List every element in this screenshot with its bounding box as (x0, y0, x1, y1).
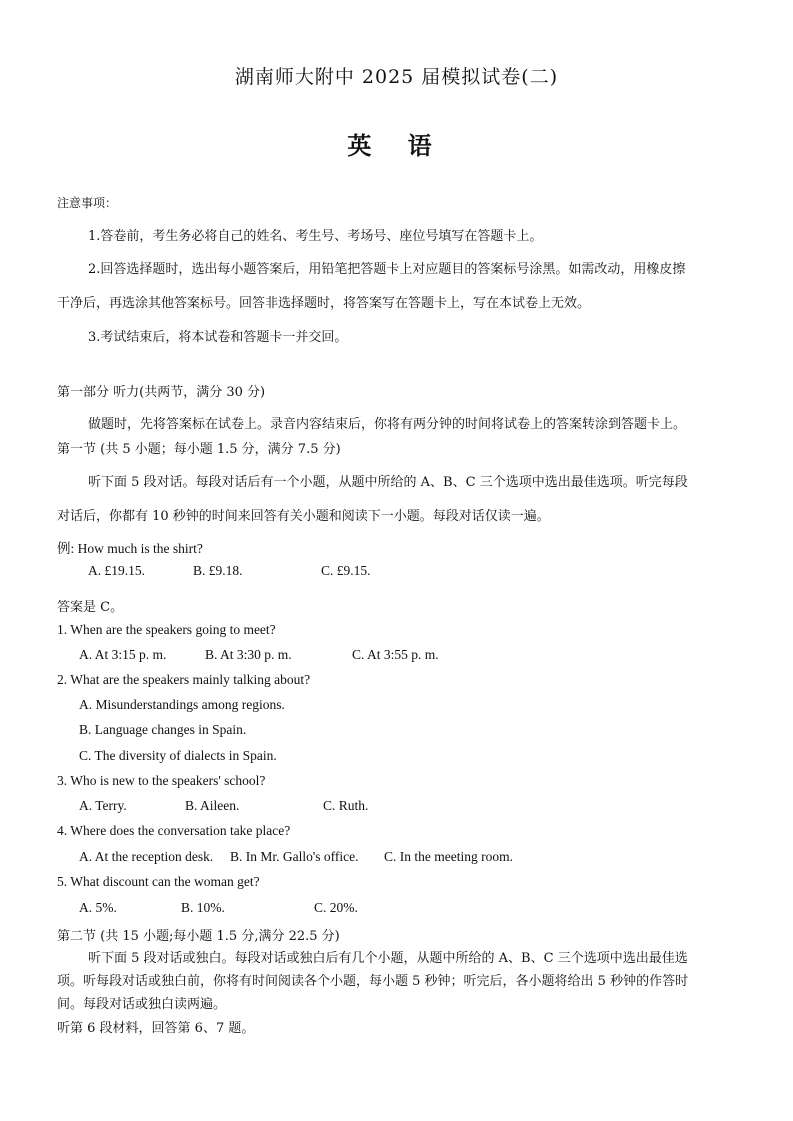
question-5-option-c: C. 20%. (314, 900, 358, 915)
note-item-1: 1.答卷前，考生务必将自己的姓名、考生号、考场号、座位号填写在答题卡上。 (88, 229, 543, 244)
note-item-2: 2.回答选择题时，选出每小题答案后，用铅笔把答题卡上对应题目的答案标号涂黑。如需改动，用橡皮擦 (88, 262, 686, 277)
question-5: 5. What discount can the woman get? (57, 874, 260, 889)
question-4-option-a: A. At the reception desk. (79, 849, 214, 864)
question-5-option-b: B. 10%. (181, 900, 225, 915)
question-3: 3. Who is new to the speakers' school? (57, 773, 266, 788)
example-answer: 答案是 C。 (57, 600, 124, 615)
question-4-option-c: C. In the meeting room. (384, 849, 513, 864)
example-option-b: B. £9.18. (193, 563, 243, 578)
question-3-option-c: C. Ruth. (323, 798, 369, 813)
question-3-option-a: A. Terry. (79, 798, 127, 813)
question-2-option-b: B. Language changes in Spain. (79, 722, 247, 737)
note-item-3: 3.考试结束后，将本试卷和答题卡一并交回。 (88, 330, 348, 345)
example-option-c: C. £9.15. (321, 563, 371, 578)
exam-title: 湖南师大附中 2025 届模拟试卷(二) (234, 66, 559, 88)
example-option-a: A. £19.15. (88, 563, 145, 578)
section2-instructions-2: 项。听每段对话或独白前，你将有时间阅读各个小题，每小题 5 秒钟；听完后，各小题将给出 5 秒钟的作答时 (57, 974, 689, 989)
section1-instructions-1: 听下面 5 段对话。每段对话后有一个小题，从题中所给的 A、B、C 三个选项中选出最佳选项。听完每段 (88, 475, 688, 490)
question-1-option-b: B. At 3:30 p. m. (205, 647, 292, 662)
question-1-option-c: C. At 3:55 p. m. (352, 647, 439, 662)
note-item-2-cont: 干净后，再选涂其他答案标号。回答非选择题时，将答案写在答题卡上，写在本试卷上无效。 (57, 296, 591, 311)
section2-heading: 第二节 (共 15 小题;每小题 1.5 分,满分 22.5 分) (57, 929, 340, 944)
question-1-option-a: A. At 3:15 p. m. (79, 647, 167, 662)
question-4: 4. Where does the conversation take place? (57, 823, 291, 838)
material-6-heading: 听第 6 段材料，回答第 6、7 题。 (57, 1021, 255, 1036)
section1-heading: 第一节 (共 5 小题；每小题 1.5 分，满分 7.5 分) (57, 442, 341, 457)
section1-instructions-2: 对话后，你都有 10 秒钟的时间来回答有关小题和阅读下一小题。每段对话仅读一遍。 (57, 509, 550, 524)
question-1: 1. When are the speakers going to meet? (57, 622, 276, 637)
question-5-option-a: A. 5%. (79, 900, 117, 915)
question-4-option-b: B. In Mr. Gallo's office. (230, 849, 359, 864)
question-2: 2. What are the speakers mainly talking about? (57, 672, 311, 687)
section2-instructions-1: 听下面 5 段对话或独白。每段对话或独白后有几个小题，从题中所给的 A、B、C 三个选项中选出最佳选 (88, 951, 688, 966)
notes-heading: 注意事项： (57, 196, 118, 210)
part1-heading: 第一部分 听力(共两节，满分 30 分) (57, 385, 266, 400)
example-question: 例: How much is the shirt? (57, 541, 203, 556)
subject-title: 英 语 (347, 131, 446, 160)
question-2-option-c: C. The diversity of dialects in Spain. (79, 748, 277, 763)
part1-intro: 做题时，先将答案标在试卷上。录音内容结束后，你将有两分钟的时间将试卷上的答案转涂到答题卡上。 (88, 417, 687, 432)
section2-instructions-3: 间。每段对话或独白读两遍。 (57, 997, 227, 1012)
question-3-option-b: B. Aileen. (185, 798, 240, 813)
question-2-option-a: A. Misunderstandings among regions. (79, 697, 285, 712)
